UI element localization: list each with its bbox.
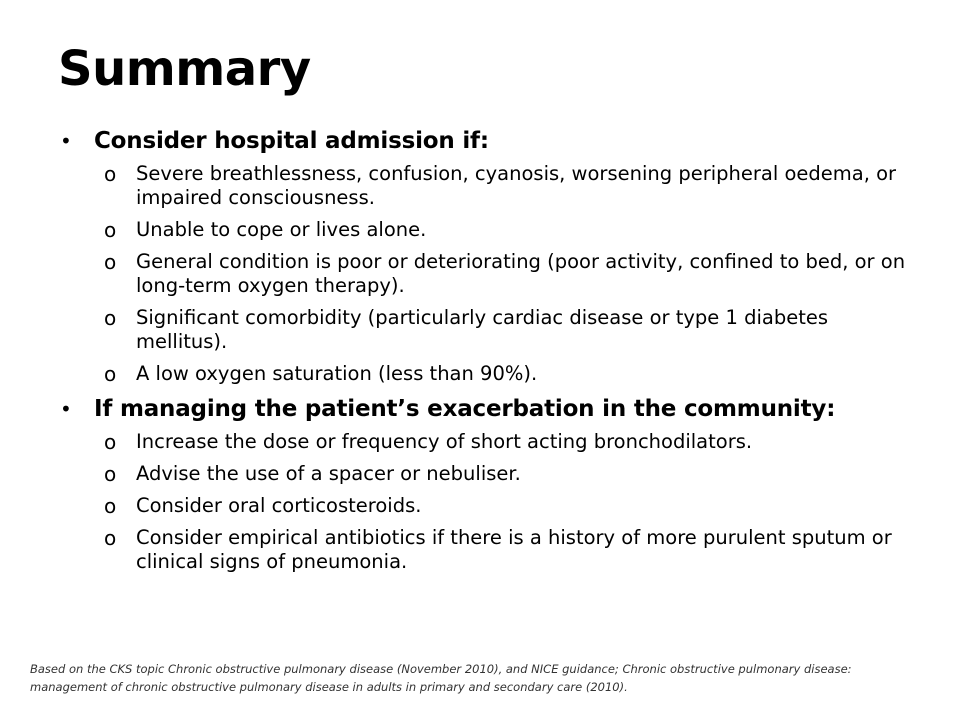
circle-bullet-icon: o <box>104 462 117 486</box>
slide-content <box>60 126 920 582</box>
circle-bullet-icon: o <box>104 218 117 242</box>
bullet-icon: • <box>60 397 72 421</box>
list-item <box>60 218 920 242</box>
community-management-list <box>60 430 920 574</box>
list-item-text: A low oxygen saturation (less than 90%). <box>136 362 538 385</box>
list-item <box>60 306 920 354</box>
section-heading-community-management <box>60 394 920 424</box>
list-item <box>60 162 920 210</box>
list-item <box>60 526 920 574</box>
hospital-admission-criteria-list <box>60 162 920 386</box>
circle-bullet-icon: o <box>104 250 117 274</box>
section-heading-text: If managing the patient’s exacerbation in the community: <box>94 396 836 422</box>
circle-bullet-icon: o <box>104 526 117 550</box>
circle-bullet-icon: o <box>104 430 117 454</box>
list-item <box>60 362 920 386</box>
list-item-text: Increase the dose or frequency of short acting bronchodilators. <box>136 430 753 453</box>
list-item-text: Advise the use of a spacer or nebuliser. <box>136 462 521 485</box>
circle-bullet-icon: o <box>104 162 117 186</box>
list-item <box>60 250 920 298</box>
list-item <box>60 430 920 454</box>
list-item <box>60 494 920 518</box>
list-item-text: General condition is poor or deteriorating (poor activity, confined to bed, or on long-term oxygen therapy). <box>136 250 906 297</box>
list-item-text: Significant comorbidity (particularly cardiac disease or type 1 diabetes mellitus). <box>136 306 829 353</box>
bullet-icon: • <box>60 129 72 153</box>
list-item-text: Unable to cope or lives alone. <box>136 218 427 241</box>
section-heading-hospital-admission <box>60 126 920 156</box>
circle-bullet-icon: o <box>104 494 117 518</box>
source-footnote: Based on the CKS topic Chronic obstructive pulmonary disease (November 2010), and NICE guidance; Chronic obstructive pulmonary disease: management of chronic obstructive pulmonary disease in adults in primary and secondary care (2010). <box>30 662 852 694</box>
circle-bullet-icon: o <box>104 306 117 330</box>
circle-bullet-icon: o <box>104 362 117 386</box>
list-item <box>60 462 920 486</box>
slide-title: Summary <box>58 41 311 97</box>
list-item-text: Severe breathlessness, confusion, cyanosis, worsening peripheral oedema, or impaired consciousness. <box>136 162 897 209</box>
section-heading-text: Consider hospital admission if: <box>94 128 489 154</box>
list-item-text: Consider empirical antibiotics if there is a history of more purulent sputum or clinical signs of pneumonia. <box>136 526 892 573</box>
list-item-text: Consider oral corticosteroids. <box>136 494 422 517</box>
